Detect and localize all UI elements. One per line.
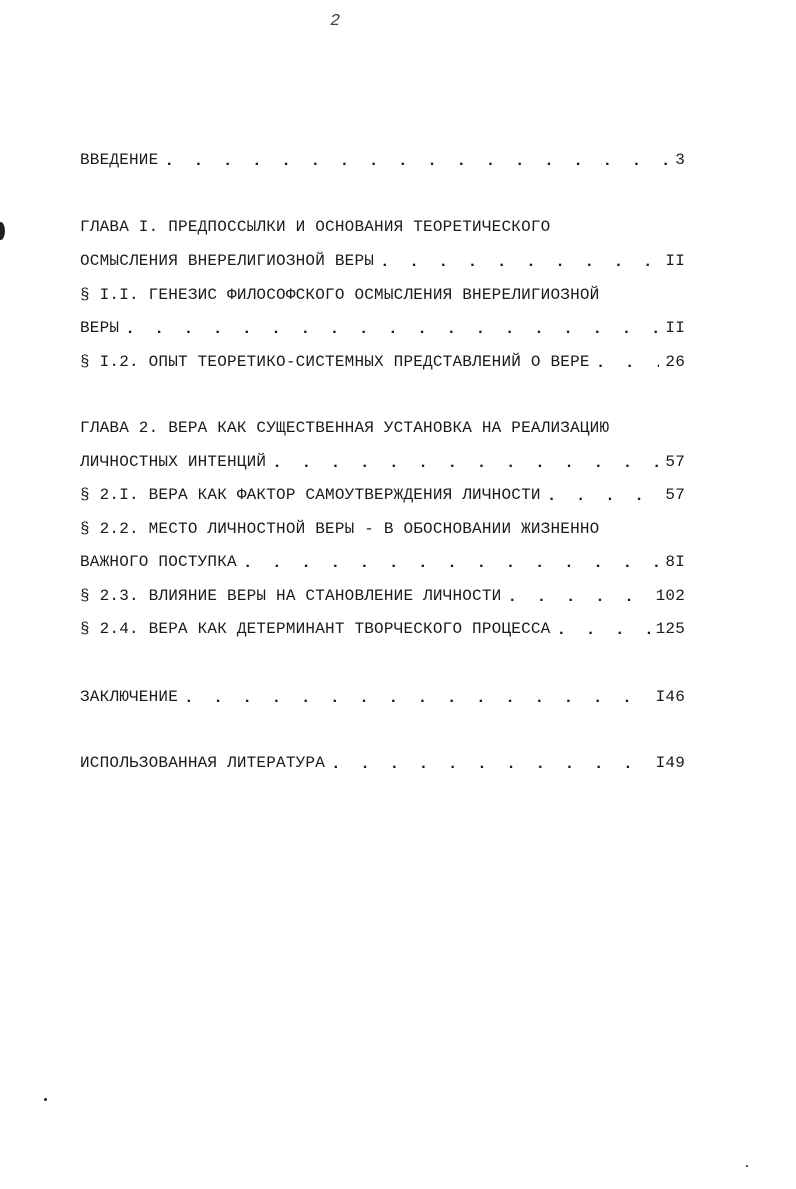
- toc-entry-text: ЗАКЛЮЧЕНИЕ: [80, 688, 179, 706]
- toc-chapter-1-title-cont: [80, 244, 685, 270]
- toc-section-2-2-cont: [80, 545, 685, 571]
- toc-page-number: 102: [655, 587, 685, 605]
- toc-entry-text: § 2.3. ВЛИЯНИЕ ВЕРЫ НА СТАНОВЛЕНИЕ ЛИЧНОСТИ: [80, 587, 502, 605]
- toc-entry-text: § 2.I. ВЕРА КАК ФАКТОР САМОУТВЕРЖДЕНИЯ ЛИЧНОСТИ: [80, 486, 541, 504]
- toc-page-number: II: [665, 319, 685, 337]
- toc-entry-text: ВАЖНОГО ПОСТУПКА: [80, 553, 237, 571]
- toc-section-2-2: [80, 512, 685, 538]
- toc-page-number: 125: [655, 620, 685, 638]
- dot-leader: [556, 622, 649, 638]
- toc-page-number: 57: [665, 486, 685, 504]
- toc-entry-text: ГЛАВА I. ПРЕДПОССЫЛКИ И ОСНОВАНИЯ ТЕОРЕТИЧЕСКОГО: [80, 218, 551, 236]
- toc-section-2-4: [80, 612, 685, 638]
- dot-leader: [380, 254, 659, 270]
- toc-entry-text: § I.2. ОПЫТ ТЕОРЕТИКО-СИСТЕМНЫХ ПРЕДСТАВЛЕНИЙ О ВЕРЕ: [80, 353, 590, 371]
- dot-leader: [547, 488, 660, 504]
- toc-page-number: II: [665, 252, 685, 270]
- toc-entry-text: ВВЕДЕНИЕ: [80, 151, 159, 169]
- toc-section-2-1: [80, 478, 685, 504]
- toc-section-1-2: [80, 345, 685, 371]
- dot-leader: [596, 355, 660, 371]
- page-number: 2: [330, 12, 341, 31]
- toc-entry-text: § I.I. ГЕНЕЗИС ФИЛОСОФСКОГО ОСМЫСЛЕНИЯ ВНЕРЕЛИГИОЗНОЙ: [80, 286, 600, 304]
- dot-leader: [184, 690, 650, 706]
- dot-leader: [243, 555, 660, 571]
- toc-entry-text: § 2.2. МЕСТО ЛИЧНОСТНОЙ ВЕРЫ - В ОБОСНОВАНИИ ЖИЗНЕННО: [80, 520, 600, 538]
- dot-leader: [125, 321, 659, 337]
- toc-entry-references: [80, 746, 685, 772]
- toc-chapter-2-title-cont: [80, 445, 685, 471]
- toc-chapter-2-title: [80, 411, 685, 437]
- dot-leader: [164, 153, 669, 169]
- toc-page-number: 57: [665, 453, 685, 471]
- dot-leader: [331, 756, 650, 772]
- toc-entry-conclusion: [80, 680, 685, 706]
- toc-page-number: 3: [675, 151, 685, 169]
- scan-speck: [44, 1098, 47, 1101]
- toc-section-1-1-cont: [80, 311, 685, 337]
- toc-chapter-1-title: [80, 210, 685, 236]
- toc-entry-text: ЛИЧНОСТНЫХ ИНТЕНЦИЙ: [80, 453, 267, 471]
- scan-speck: [746, 1165, 748, 1167]
- toc-entry-text: ОСМЫСЛЕНИЯ ВНЕРЕЛИГИОЗНОЙ ВЕРЫ: [80, 252, 375, 270]
- toc-entry-text: ВЕРЫ: [80, 319, 120, 337]
- toc-page-number: 8I: [665, 553, 685, 571]
- dot-leader: [272, 455, 659, 471]
- toc-section-1-1: [80, 278, 685, 304]
- toc-page-number: I46: [655, 688, 685, 706]
- toc-entry-text: ИСПОЛЬЗОВАННАЯ ЛИТЕРАТУРА: [80, 754, 326, 772]
- scan-mark: [0, 222, 5, 240]
- toc-entry-text: ГЛАВА 2. ВЕРА КАК СУЩЕСТВЕННАЯ УСТАНОВКА НА РЕАЛИЗАЦИЮ: [80, 419, 610, 437]
- toc-page-number: I49: [655, 754, 685, 772]
- toc-page-number: 26: [665, 353, 685, 371]
- toc-section-2-3: [80, 579, 685, 605]
- toc-entry-intro: [80, 143, 685, 169]
- dot-leader: [507, 589, 649, 605]
- toc-entry-text: § 2.4. ВЕРА КАК ДЕТЕРМИНАНТ ТВОРЧЕСКОГО ПРОЦЕССА: [80, 620, 551, 638]
